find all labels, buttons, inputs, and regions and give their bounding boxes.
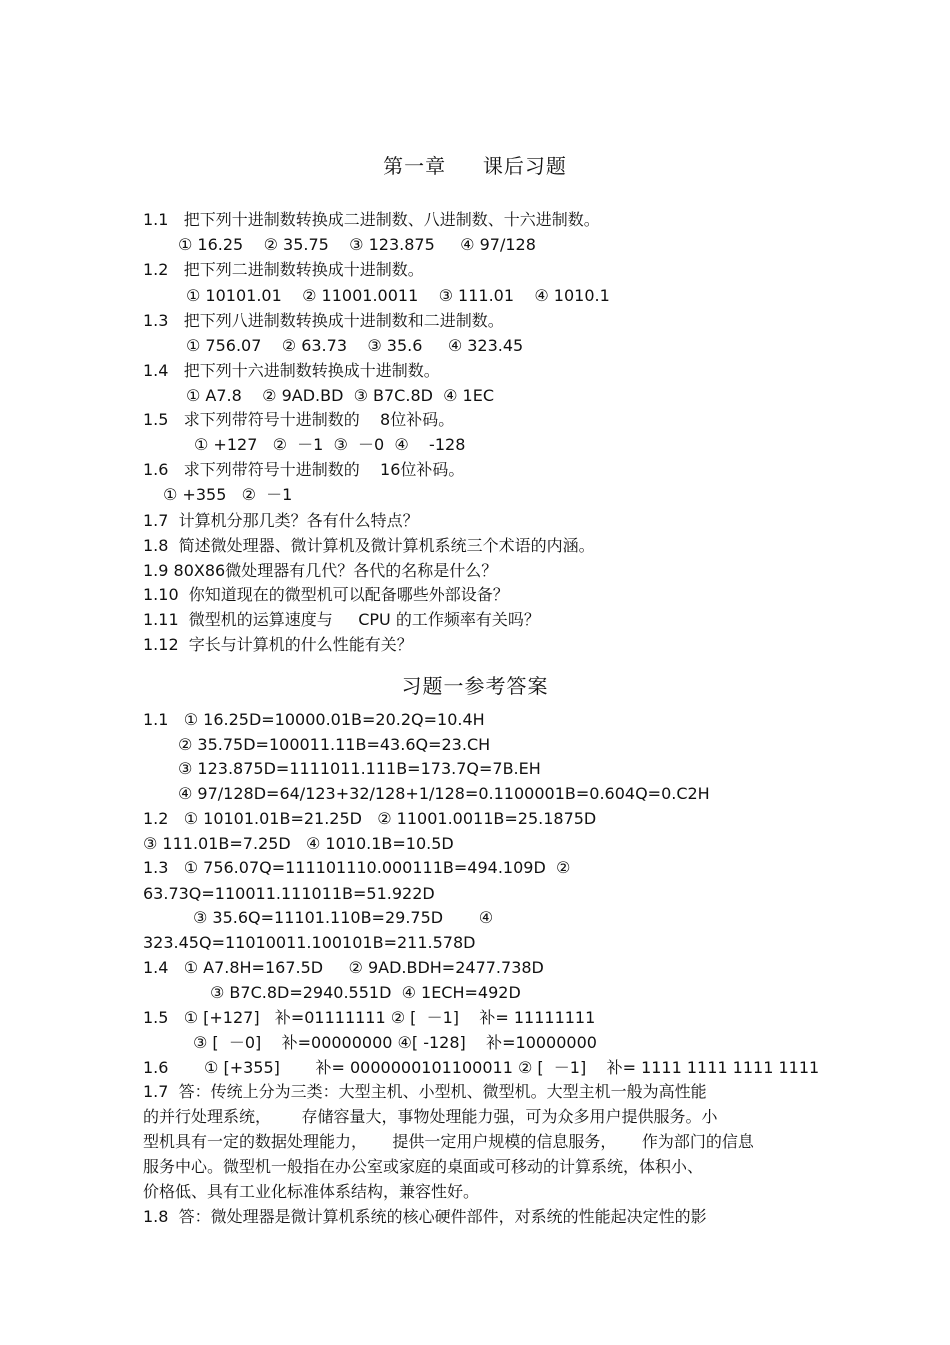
answer-line: 1.6 ① [+355] 补= 0000000101100011 ② [ －1] 补= 1111 1111 1111 1111 [143,1058,820,1077]
exercise-line: 1.9 80X86微处理器有几代？各代的名称是什么？ [143,561,498,580]
answer-line: 1.2 ① 10101.01B=21.25D ② 11001.0011B=25.1875D [143,809,597,828]
answer-line: 1.4 ① A7.8H=167.5D ② 9AD.BDH=2477.738D [143,958,544,977]
answer-line: 价格低、具有工业化标准体系结构，兼容性好。 [143,1182,480,1201]
answer-line: ③ 111.01B=7.25D ④ 1010.1B=10.5D [143,834,454,853]
answer-line: ④ 97/128D=64/123+32/128+1/128=0.1100001B=0.604Q=0.C2H [178,784,710,803]
answer-line: ③ [ －0] 补=00000000 ④[ -128] 补=10000000 [193,1033,597,1052]
answer-line: 型机具有一定的数据处理能力， 提供一定用户规模的信息服务， 作为部门的信息 [143,1132,754,1151]
exercise-line: ① +127 ② －1 ③ －0 ④ -128 [194,435,466,454]
answer-line: 1.5 ① [+127] 补=01111111 ② [ －1] 补= 11111111 [143,1008,596,1027]
exercise-line: 1.4 把下列十六进制数转换成十进制数。 [143,361,440,380]
exercise-line: 1.6 求下列带符号十进制数的 16位补码。 [143,460,465,479]
answer-line: ③ 35.6Q=11101.110B=29.75D ④ [193,908,494,927]
answer-line: 1.3 ① 756.07Q=111101110.000111B=494.109D ② [143,858,571,877]
exercise-line: ① +355 ② －1 [163,485,293,504]
answer-line: 63.73Q=110011.111011B=51.922D [143,884,435,903]
exercise-line: ① A7.8 ② 9AD.BD ③ B7C.8D ④ 1EC [186,386,494,405]
exercise-line: 1.12 字长与计算机的什么性能有关？ [143,635,413,654]
answer-line: ③ 123.875D=1111011.111B=173.7Q=7B.EH [178,759,541,778]
exercise-line: ① 10101.01 ② 11001.0011 ③ 111.01 ④ 1010.1 [186,286,610,305]
exercise-line: 1.1 把下列十进制数转换成二进制数、八进制数、十六进制数。 [143,210,600,229]
exercise-line: 1.5 求下列带符号十进制数的 8位补码。 [143,410,455,429]
answer-line: 1.7 答：传统上分为三类：大型主机、小型机、微型机。大型主机一般为高性能 [143,1082,707,1101]
exercise-line: 1.7 计算机分那几类？各有什么特点？ [143,511,419,530]
exercise-line: 1.11 微型机的运算速度与 CPU 的工作频率有关吗？ [143,610,540,629]
exercise-line: 1.8 简述微处理器、微计算机及微计算机系统三个术语的内涵。 [143,536,595,555]
exercise-line: ① 16.25 ② 35.75 ③ 123.875 ④ 97/128 [178,235,536,254]
answer-line: 323.45Q=11010011.100101B=211.578D [143,933,476,952]
answer-line: 服务中心。微型机一般指在办公室或家庭的桌面或可移动的计算系统，体积小、 [143,1157,704,1176]
answer-line: ③ B7C.8D=2940.551D ④ 1ECH=492D [210,983,521,1002]
answer-line: 1.8 答：微处理器是微计算机系统的核心硬件部件，对系统的性能起决定性的影 [143,1207,707,1226]
answer-line: 1.1 ① 16.25D=10000.01B=20.2Q=10.4H [143,710,485,729]
answers-title: 习题一参考答案 [401,674,549,698]
answer-line: 的并行处理系统， 存储容量大，事物处理能力强，可为众多用户提供服务。小 [143,1107,718,1126]
exercise-line: 1.3 把下列八进制数转换成十进制数和二进制数。 [143,311,504,330]
exercise-line: 1.10 你知道现在的微型机可以配备哪些外部设备？ [143,585,509,604]
exercise-line: ① 756.07 ② 63.73 ③ 35.6 ④ 323.45 [186,336,524,355]
exercise-line: 1.2 把下列二进制数转换成十进制数。 [143,260,424,279]
chapter-title: 第一章 课后习题 [383,154,567,178]
answer-line: ② 35.75D=100011.11B=43.6Q=23.CH [178,735,491,754]
